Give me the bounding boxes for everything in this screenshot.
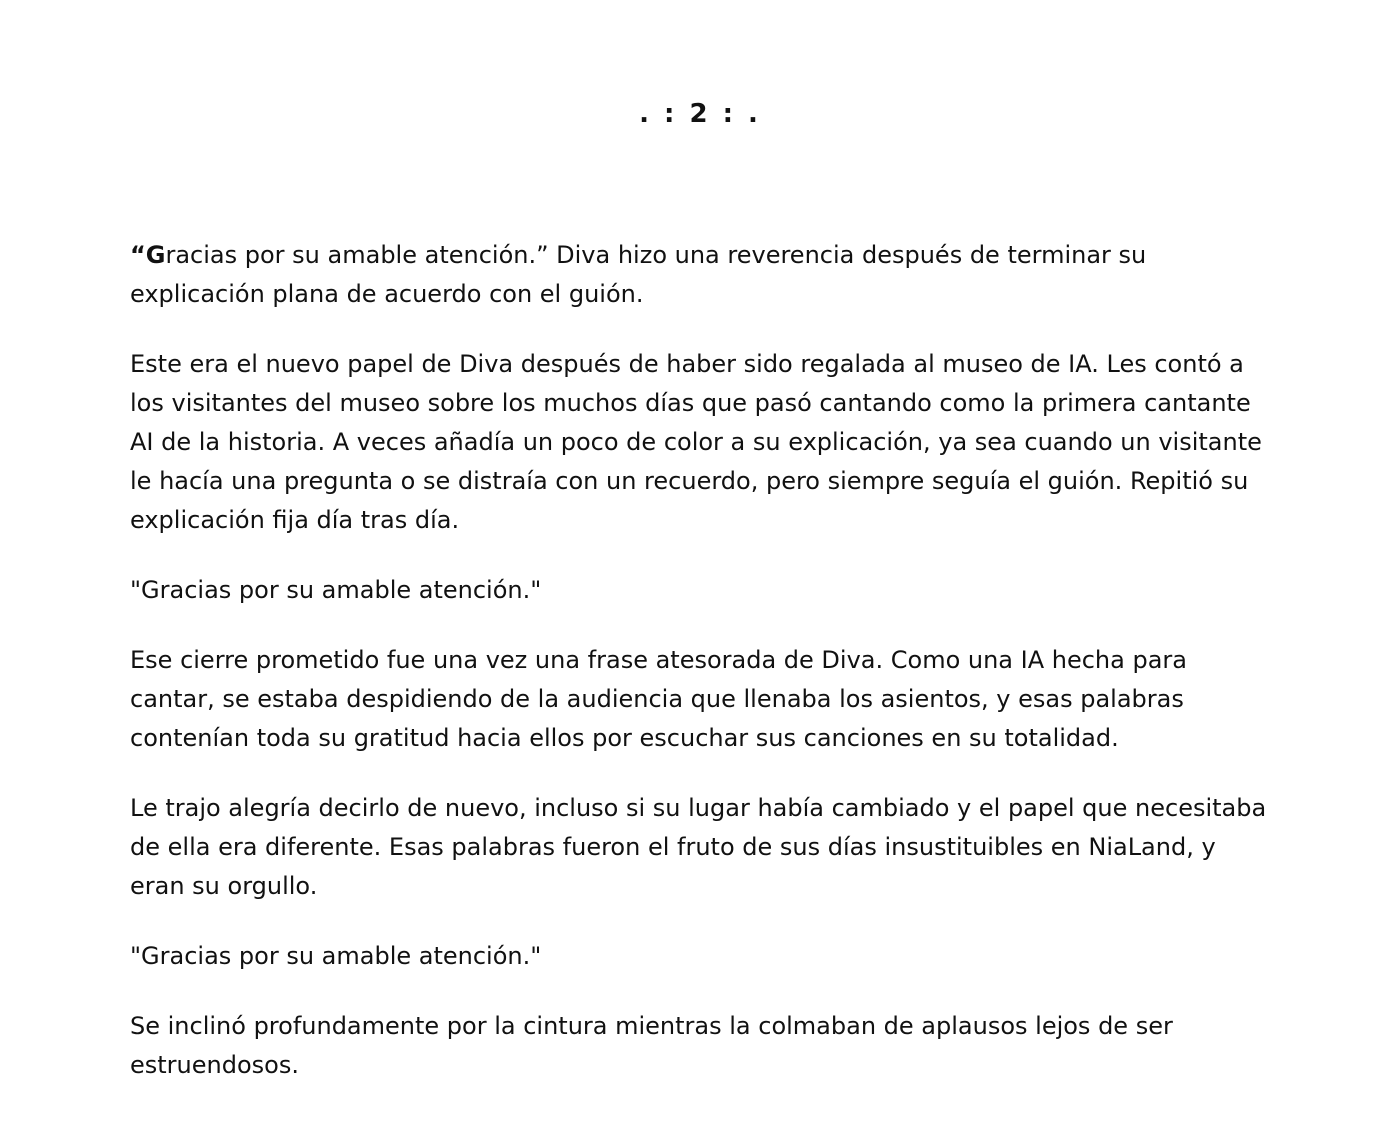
paragraph-3-quote: "Gracias por su amable atención." bbox=[130, 576, 542, 604]
paragraph-1-lead: “G bbox=[130, 241, 166, 269]
paragraph-2: Este era el nuevo papel de Diva después de haber sido regalada al museo de IA. Les contó a los visitantes del museo sobre los muchos días que pasó cantando como la primera cantante AI de la historia. A veces añadía un poco de color a su explicación, ya sea cuando un visitante le hacía una pregunta o se distraía con un recuerdo, pero siempre seguía el guión. Repitió su explicación fija día tras día. bbox=[130, 350, 1262, 534]
paragraph-7: Se inclinó profundamente por la cintura mientras la colmaban de aplausos lejos de ser estruendosos. bbox=[130, 1012, 1173, 1079]
paragraph-4: Ese cierre prometido fue una vez una frase atesorada de Diva. Como una IA hecha para cantar, se estaba despidiendo de la audiencia que llenaba los asientos, y esas palabras contenían toda su gratitud hacia ellos por escuchar sus canciones en su totalidad. bbox=[130, 646, 1187, 752]
chapter-heading: . : 2 : . bbox=[639, 99, 761, 129]
paragraph-6-quote: "Gracias por su amable atención." bbox=[130, 942, 542, 970]
paragraph-1 bbox=[130, 236, 1270, 314]
paragraph-5: Le trajo alegría decirlo de nuevo, incluso si su lugar había cambiado y el papel que necesitaba de ella era diferente. Esas palabras fueron el fruto de sus días insustituibles en NiaLand, y eran su orgullo. bbox=[130, 794, 1267, 900]
body-text bbox=[130, 236, 1270, 1085]
paragraph-1-text: racias por su amable atención.” Diva hizo una reverencia después de terminar su explicación plana de acuerdo con el guión. bbox=[130, 241, 1147, 308]
